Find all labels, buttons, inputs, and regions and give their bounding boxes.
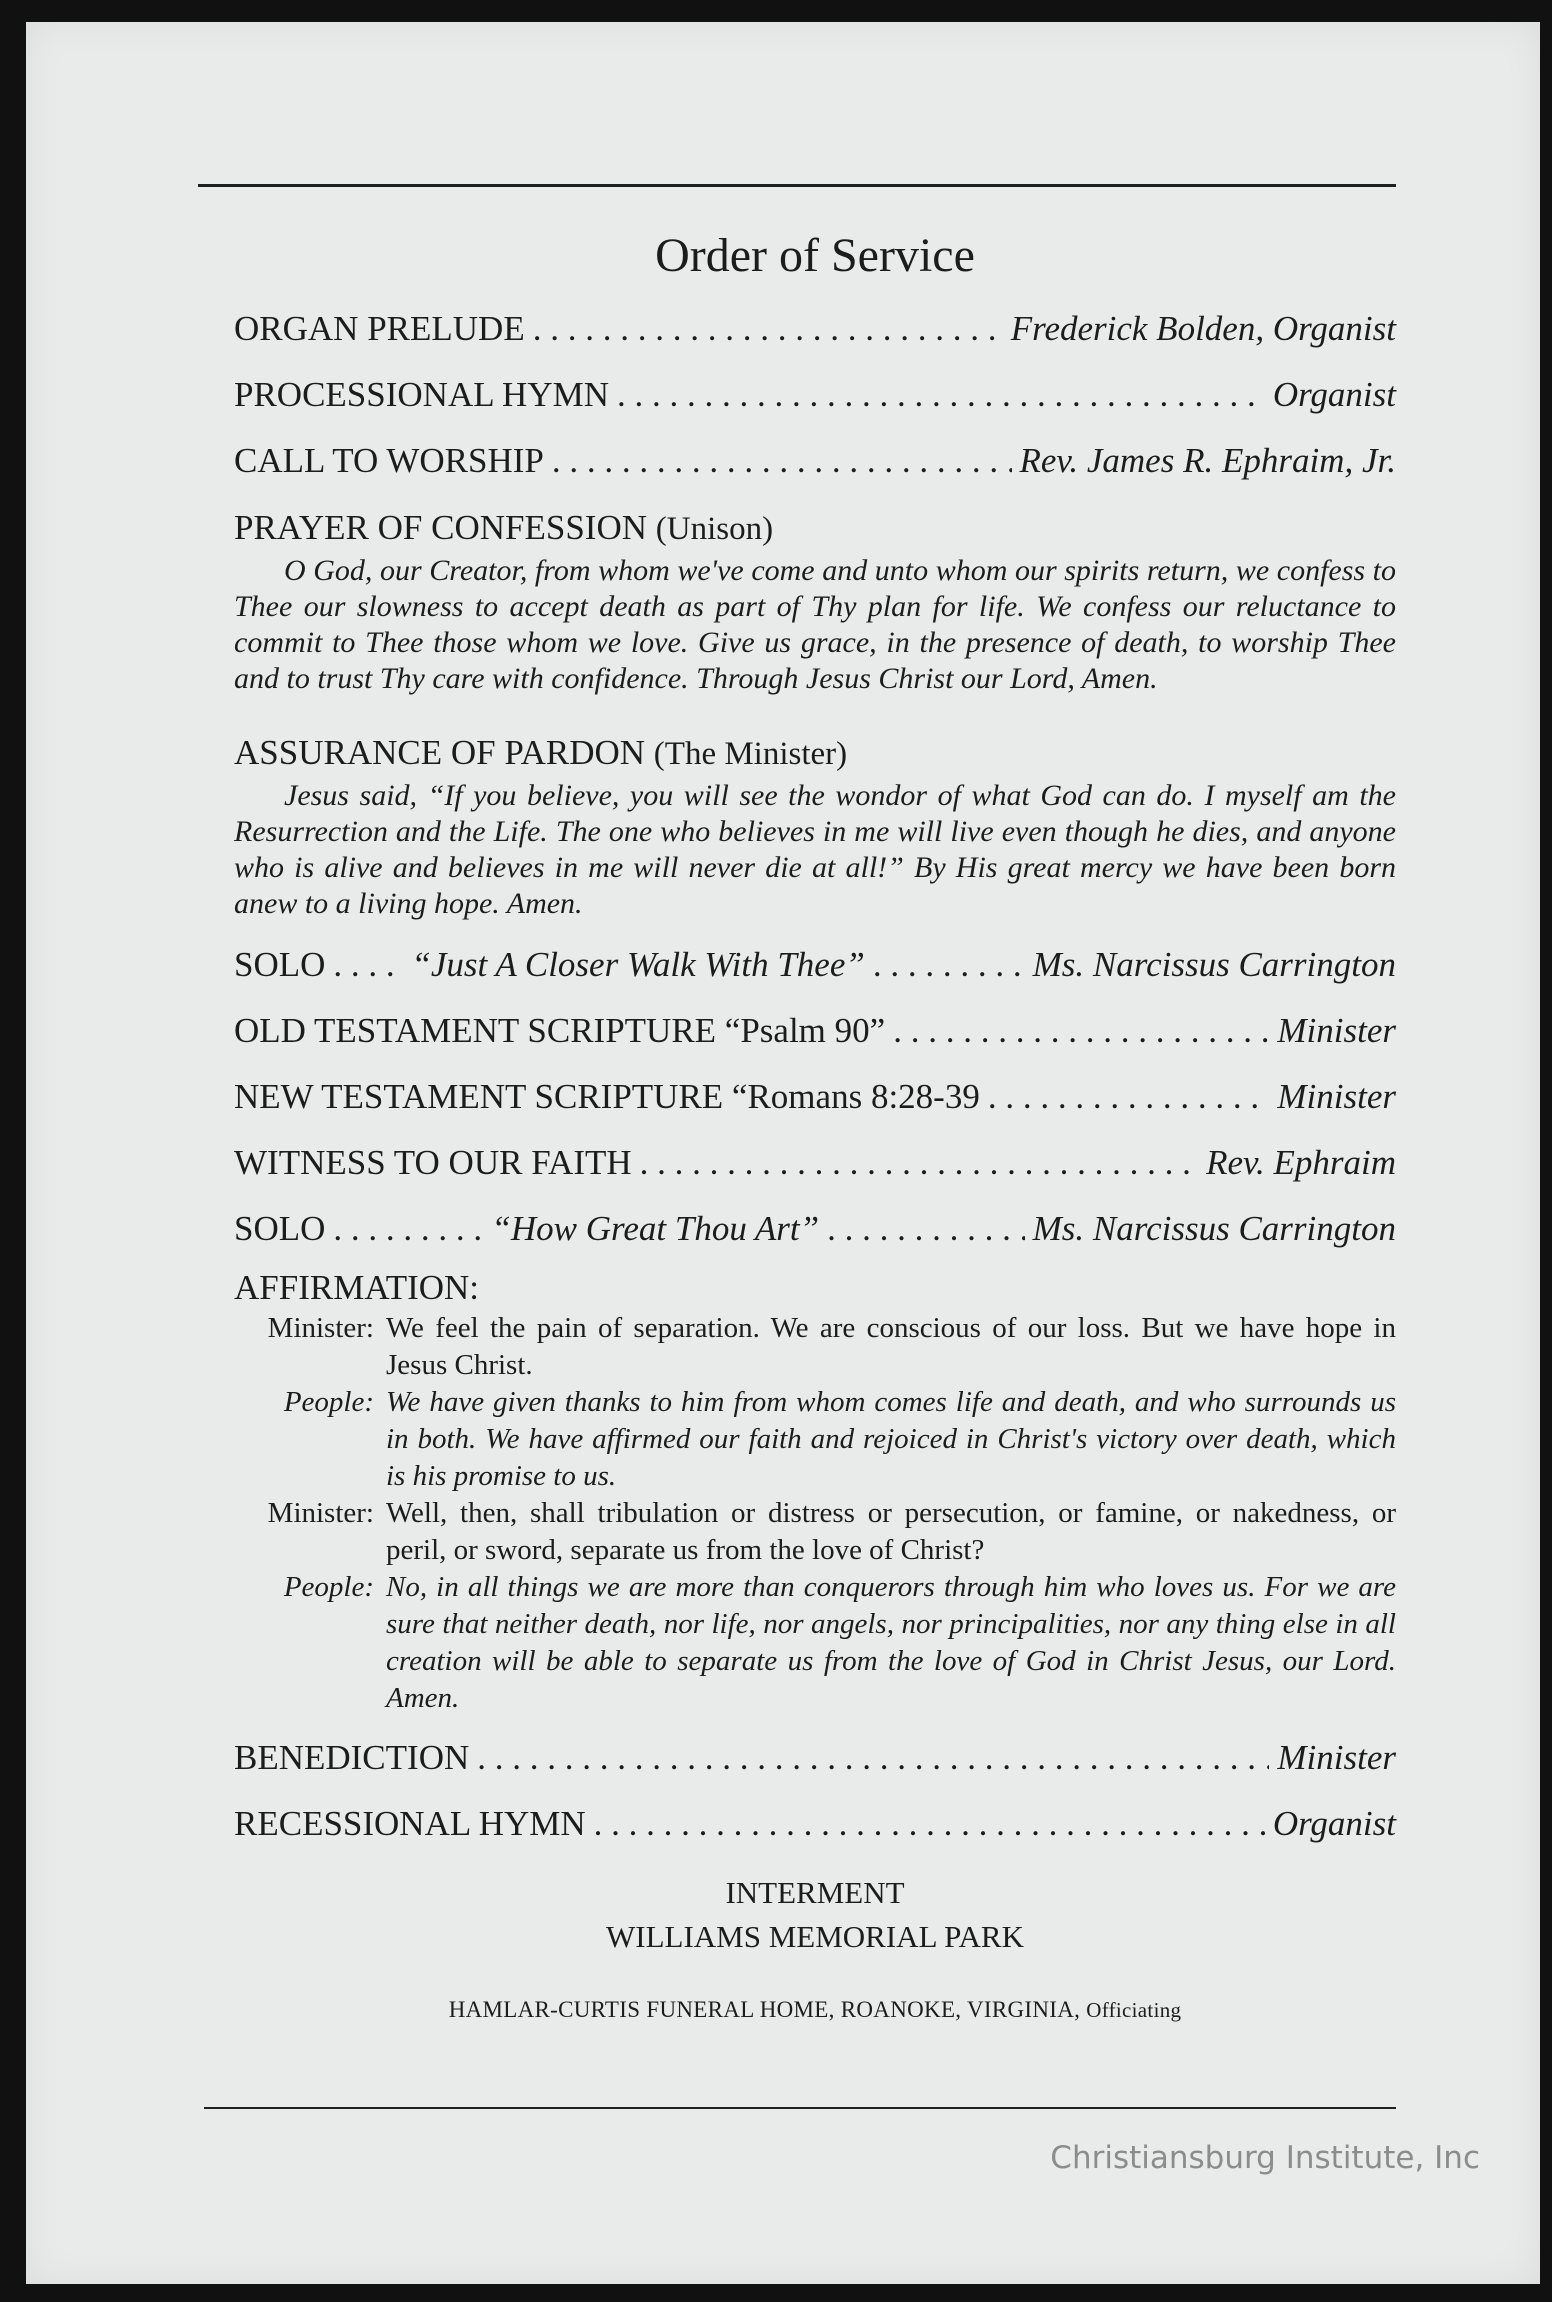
service-item-call-to-worship bbox=[234, 428, 1396, 494]
item-label: CALL TO WORSHIP bbox=[234, 441, 544, 480]
affirmation-line bbox=[234, 1384, 1396, 1495]
affirmation-responsive-reading bbox=[234, 1310, 1396, 1717]
affirmation-line bbox=[234, 1569, 1396, 1717]
item-label: SOLO bbox=[234, 945, 326, 984]
officiating-label: Officiating bbox=[1086, 1998, 1182, 2022]
item-label: PROCESSIONAL HYMN bbox=[234, 375, 610, 414]
bottom-rule bbox=[204, 2107, 1396, 2109]
item-label: ORGAN PRELUDE bbox=[234, 309, 525, 348]
reading-text: No, in all things we are more than conquerors through him who loves us. For we are sure that neither death, nor life, nor angels, nor principalities, nor any thing else in all creation will be able to separate us from the love of God in Christ Jesus, our Lord. Amen. bbox=[386, 1571, 1396, 1714]
leader-dots bbox=[477, 1725, 1269, 1791]
item-label: OLD TESTAMENT SCRIPTURE “Psalm 90” bbox=[234, 1011, 886, 1050]
assurance-title: ASSURANCE OF PARDON bbox=[234, 733, 646, 772]
watermark-text: Christiansburg Institute, Inc bbox=[1050, 2140, 1480, 2176]
item-label: SOLO bbox=[234, 1209, 326, 1248]
service-item-organ-prelude bbox=[234, 296, 1396, 362]
speaker-label: Minister: bbox=[267, 1497, 374, 1529]
item-officiant: Organist bbox=[1272, 1804, 1396, 1843]
item-officiant: Rev. James R. Ephraim, Jr. bbox=[1019, 441, 1396, 480]
funeral-home-name: HAMLAR-CURTIS FUNERAL HOME, ROANOKE, VIRGINIA, bbox=[448, 1997, 1081, 2022]
reading-text: We have given thanks to him from whom comes life and death, and who surrounds us in both. We have affirmed our faith and rejoiced in Christ's victory over death, which is his promise to us. bbox=[386, 1386, 1396, 1492]
song-title: “How Great Thou Art” bbox=[491, 1209, 820, 1248]
item-officiant: Minister bbox=[1277, 1011, 1396, 1050]
item-officiant: Ms. Narcissus Carrington bbox=[1032, 1209, 1396, 1248]
service-item-recessional-hymn bbox=[234, 1791, 1396, 1857]
leader-dots bbox=[827, 1196, 1025, 1262]
interment-label: INTERMENT bbox=[725, 1875, 905, 1910]
speaker-label: People: bbox=[283, 1571, 374, 1603]
interment-location: WILLIAMS MEMORIAL PARK bbox=[606, 1919, 1024, 1954]
service-item-solo-2 bbox=[234, 1196, 1396, 1262]
affirmation-line bbox=[234, 1495, 1396, 1569]
leader-dots bbox=[873, 932, 1025, 998]
order-of-service bbox=[234, 188, 1396, 2023]
item-officiant: Frederick Bolden, Organist bbox=[1010, 309, 1396, 348]
reading-text: Well, then, shall tribulation or distress or persecution, or famine, or nakedness, or peril, or sword, separate us from the love of Christ? bbox=[386, 1497, 1396, 1566]
item-officiant: Rev. Ephraim bbox=[1206, 1143, 1396, 1182]
affirmation-heading: AFFIRMATION: bbox=[234, 1268, 480, 1307]
assurance-heading bbox=[234, 731, 1396, 776]
speaker-label: Minister: bbox=[267, 1312, 374, 1344]
service-item-solo-1 bbox=[234, 932, 1396, 998]
item-officiant: Organist bbox=[1272, 375, 1396, 414]
leader-dots bbox=[333, 1196, 483, 1262]
service-item-witness bbox=[234, 1130, 1396, 1196]
item-officiant: Minister bbox=[1277, 1738, 1396, 1777]
leader-dots bbox=[617, 362, 1265, 428]
service-item-benediction bbox=[234, 1725, 1396, 1791]
service-item-new-testament bbox=[234, 1064, 1396, 1130]
assurance-text: Jesus said, “If you believe, you will see the wondor of what God can do. I myself am the Resurrection and the Life. The one who believes in me will live even though he dies, and anyone who is alive and believes in me will never die at all!” By His great mercy we have been born anew to a living hope. Amen. bbox=[234, 779, 1396, 920]
leader-dots bbox=[594, 1791, 1265, 1857]
leader-dots bbox=[552, 428, 1012, 494]
song-title: “Just A Closer Walk With Thee” bbox=[411, 945, 865, 984]
leader-dots bbox=[533, 296, 1003, 362]
leader-dots bbox=[333, 932, 403, 998]
speaker-label: People: bbox=[283, 1386, 374, 1418]
page-title: Order of Service bbox=[655, 229, 975, 282]
prayer-note: (Unison) bbox=[655, 511, 774, 547]
service-item-processional-hymn bbox=[234, 362, 1396, 428]
program-page bbox=[26, 22, 1540, 2284]
leader-dots bbox=[640, 1130, 1198, 1196]
leader-dots bbox=[893, 998, 1269, 1064]
top-rule bbox=[198, 184, 1396, 187]
item-label: NEW TESTAMENT SCRIPTURE “Romans 8:28-39 bbox=[234, 1077, 980, 1116]
affirmation-line bbox=[234, 1310, 1396, 1384]
prayer-heading bbox=[234, 506, 1396, 551]
leader-dots bbox=[988, 1064, 1270, 1130]
assurance-note: (The Minister) bbox=[653, 736, 848, 772]
item-label: RECESSIONAL HYMN bbox=[234, 1804, 586, 1843]
funeral-home-credit bbox=[234, 1997, 1396, 2023]
item-label: BENEDICTION bbox=[234, 1738, 470, 1777]
prayer-title: PRAYER OF CONFESSION bbox=[234, 508, 647, 547]
item-officiant: Minister bbox=[1277, 1077, 1396, 1116]
item-label: WITNESS TO OUR FAITH bbox=[234, 1143, 632, 1182]
reading-text: We feel the pain of separation. We are conscious of our loss. But we have hope in Jesus Christ. bbox=[386, 1312, 1396, 1381]
prayer-text: O God, our Creator, from whom we've come and unto whom our spirits return, we confess to Thee our slowness to accept death as part of Thy plan for life. We confess our reluctance to commit to Thee those whom we love. Give us grace, in the presence of death, to worship Thee and to trust Thy care with confidence. Through Jesus Christ our Lord, Amen. bbox=[234, 554, 1396, 695]
service-item-old-testament bbox=[234, 998, 1396, 1064]
item-officiant: Ms. Narcissus Carrington bbox=[1032, 945, 1396, 984]
